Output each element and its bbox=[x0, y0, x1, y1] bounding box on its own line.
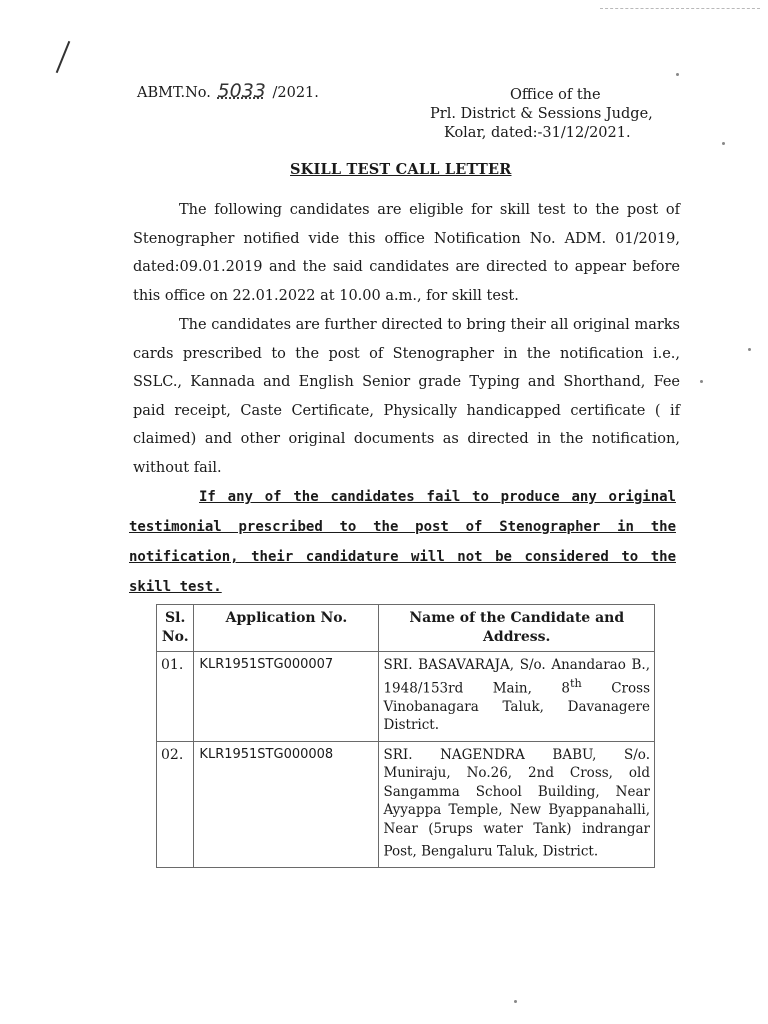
scan-speck bbox=[748, 348, 751, 351]
row-candidate-name bbox=[379, 741, 655, 868]
office-line-1: Office of the bbox=[510, 87, 601, 103]
row-application-no: KLR1951STG000008 bbox=[194, 741, 379, 868]
paragraph-documents bbox=[133, 311, 680, 482]
scan-speck bbox=[676, 73, 679, 76]
office-line-2: Prl. District & Sessions Judge, bbox=[430, 106, 653, 122]
candidate-name-superscript: th bbox=[569, 676, 582, 690]
candidates-table bbox=[156, 604, 655, 868]
row-sl-no: 01. bbox=[157, 652, 194, 742]
header-sl-no: Sl. No. bbox=[157, 605, 194, 652]
candidate-name-part-a: SRI. NAGENDRA BABU, S/o. Muniraju, No.26, 2nd Cross, old Sangamma School Building, Near Ayyappa Temple, New Byappanahalli, Near (5rups water Tank) indrangar Post, Bengaluru Taluk, District. bbox=[383, 746, 650, 860]
office-line-3: Kolar, dated:-31/12/2021. bbox=[444, 125, 631, 141]
row-candidate-name bbox=[379, 652, 655, 742]
row-sl-no: 02. bbox=[157, 741, 194, 868]
header-application-no: Application No. bbox=[194, 605, 379, 652]
table-row bbox=[157, 652, 655, 742]
warning-text: If any of the candidates fail to produce any original testimonial prescribed to the post of Stenographer in the notification, their candidature will not be considered to the skill test. bbox=[129, 489, 676, 595]
paragraph-eligibility bbox=[133, 196, 680, 310]
paragraph-eligibility-text: The following candidates are eligible for skill test to the post of Stenographer notified vide this office Notification No. ADM. 01/2019, dated:09.01.2019 and the said candidates are directed to appear before this office on 22.01.2022 at 10.00 a.m., for skill test. bbox=[133, 202, 680, 304]
ref-suffix: /2021. bbox=[272, 85, 319, 101]
scan-speck bbox=[700, 380, 703, 383]
document-title: SKILL TEST CALL LETTER bbox=[290, 161, 512, 178]
table-row bbox=[157, 741, 655, 868]
ref-prefix: ABMT.No. bbox=[137, 85, 211, 101]
pen-mark bbox=[56, 41, 71, 73]
scan-speck bbox=[722, 142, 725, 145]
warning-paragraph bbox=[129, 482, 676, 602]
candidate-name-part-a: SRI. BASAVARAJA, S/o. Anandarao B., 1948/153rd Main, 8 bbox=[383, 657, 650, 696]
scan-artifact-line bbox=[600, 8, 760, 9]
row-application-no: KLR1951STG000007 bbox=[194, 652, 379, 742]
handwritten-ref-number: 5033 bbox=[217, 80, 266, 102]
scan-speck bbox=[514, 1000, 517, 1003]
table-header-row bbox=[157, 605, 655, 652]
candidate-name-part-b: Cross Vinobanagara Taluk, Davanagere District. bbox=[383, 680, 650, 733]
header-candidate-name: Name of the Candidate and Address. bbox=[379, 605, 655, 652]
paragraph-documents-text: The candidates are further directed to bring their all original marks cards prescribed to the post of Stenographer in the notification i.e., SSLC., Kannada and English Senior grade Typing and Shorthand, Fee paid receipt, Caste Certificate, Physically handicapped certificate ( if claimed) and other original documents as directed in the notification, without fail. bbox=[133, 317, 680, 476]
reference-number-line bbox=[137, 80, 319, 102]
office-address-block bbox=[430, 86, 653, 143]
